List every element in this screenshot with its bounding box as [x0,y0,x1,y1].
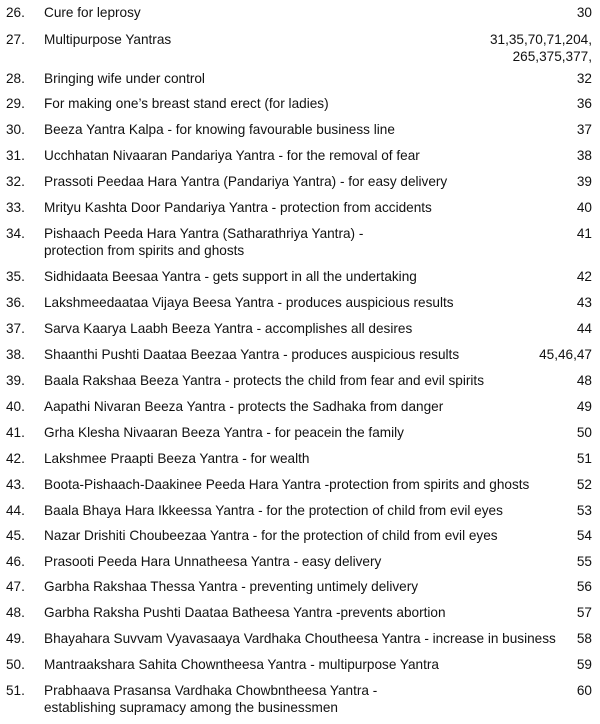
page-number: 32 [576,71,592,86]
entry-title-line: Cure for leprosy [44,5,141,20]
entry-number: 50. [6,657,25,672]
entry-page-numbers [577,476,592,493]
entry-page-numbers [577,398,592,415]
entry-page-numbers [577,604,592,621]
entry-title [44,604,544,621]
entry-page-numbers [577,121,592,138]
page-number: 265,375,377, [512,49,592,64]
entry-title [44,70,544,87]
entry-title [44,31,544,48]
entry-number: 46. [6,554,25,569]
entry-title [44,502,544,519]
entry-title [44,424,544,441]
entry-number: 48. [6,605,25,620]
page-number: 55 [576,554,592,569]
entry-title [44,372,544,389]
entry-number: 39. [6,373,25,388]
entry-page-numbers [577,147,592,164]
entry-number: 43. [6,477,25,492]
entry-title-line: Garbha Rakshaa Thessa Yantra - preventing untimely delivery [44,579,419,594]
entry-page-numbers [577,578,592,595]
entry-number: 45. [6,528,25,543]
entry-title [44,398,544,415]
entry-title-line: Boota-Pishaach-Daakinee Peeda Hara Yantra -protection from spirits and ghosts [44,477,530,492]
page-number: 42 [576,269,592,284]
entry-title [44,320,544,337]
page-number: 30 [576,5,592,20]
page-number: 36 [576,96,592,111]
entry-title [44,95,544,112]
entry-title [44,225,544,259]
page-number: 44 [576,321,592,336]
entry-number: 28. [6,71,25,86]
entry-title-line: Baala Bhaya Hara Ikkeessa Yantra - for the protection of child from evil eyes [44,503,503,518]
page-number: 58 [576,631,592,646]
page-number: 39 [576,174,592,189]
entry-number: 42. [6,451,25,466]
entry-title-line: Bringing wife under control [44,71,205,86]
entry-title-line: For making one’s breast stand erect (for ladies) [44,96,329,111]
entry-number: 36. [6,295,25,310]
entry-title-line: Mantraakshara Sahita Chowntheesa Yantra - multipurpose Yantra [44,657,439,672]
entry-number: 51. [6,683,25,698]
entry-title-line: Mrityu Kashta Door Pandariya Yantra - protection from accidents [44,200,432,215]
page-number: 56 [576,579,592,594]
entry-page-numbers [577,4,592,21]
entry-title-line: Prassoti Peedaa Hara Yantra (Pandariya Yantra) - for easy delivery [44,174,448,189]
entry-title [44,630,556,647]
page-number: 40 [576,200,592,215]
entry-number: 41. [6,425,25,440]
entry-page-numbers [577,320,592,337]
entry-title-line: Aapathi Nivaran Beeza Yantra - protects the Sadhaka from danger [44,399,444,414]
entry-number: 32. [6,174,25,189]
page-number: 48 [576,373,592,388]
entry-title [44,578,544,595]
page-number: 54 [576,528,592,543]
entry-title-line: establishing supramacy among the businessmen [44,700,338,715]
entry-number: 37. [6,321,25,336]
entry-title-line: Grha Klesha Nivaaran Beeza Yantra - for peacein the family [44,425,404,440]
page-number: 50 [576,425,592,440]
entry-number: 30. [6,122,25,137]
entry-title-line: Multipurpose Yantras [44,32,172,47]
entry-page-numbers [539,346,592,363]
entry-title [44,199,544,216]
entry-title [44,682,544,716]
page-number: 59 [576,657,592,672]
entry-title [44,527,544,544]
entry-page-numbers [577,225,592,242]
entry-title [44,121,544,138]
entry-page-numbers [577,199,592,216]
entry-page-numbers [577,553,592,570]
entry-number: 40. [6,399,25,414]
entry-title [44,656,544,673]
page-number: 53 [576,503,592,518]
entry-page-numbers [577,527,592,544]
entry-page-numbers [577,173,592,190]
entry-title-line: Garbha Raksha Pushti Daataa Batheesa Yantra -prevents abortion [44,605,446,620]
entry-page-numbers [577,502,592,519]
entry-title-line: Nazar Drishiti Choubeezaa Yantra - for the protection of child from evil eyes [44,528,498,543]
entry-title [44,4,544,21]
entry-number: 35. [6,269,25,284]
entry-title-line: Lakshmeedaataa Vijaya Beesa Yantra - produces auspicious results [44,295,454,310]
entry-number: 26. [6,5,25,20]
entry-page-numbers [577,372,592,389]
entry-page-numbers [577,70,592,87]
entry-number: 47. [6,579,25,594]
entry-page-numbers [577,424,592,441]
entry-title [44,346,544,363]
entry-number: 38. [6,347,25,362]
entry-page-numbers [577,630,592,647]
entry-title-line: Lakshmee Praapti Beeza Yantra - for wealth [44,451,310,466]
page-number: 31,35,70,71,204, [489,32,592,47]
entry-title-line: Pishaach Peeda Hara Yantra (Satharathriya Yantra) - [44,226,364,241]
entry-number: 31. [6,148,25,163]
entry-title [44,553,544,570]
page-number: 57 [576,605,592,620]
entry-title-line: protection from spirits and ghosts [44,243,245,258]
page-number: 37 [576,122,592,137]
page-number: 43 [576,295,592,310]
entry-title [44,173,544,190]
entry-title [44,450,544,467]
entry-page-numbers [577,268,592,285]
page-number: 45,46,47 [539,347,592,362]
entry-title-line: Bhayahara Suvvam Vyavasaaya Vardhaka Choutheesa Yantra - increase in business [44,631,556,646]
entry-number: 44. [6,503,25,518]
page-number: 60 [576,683,592,698]
entry-page-numbers [490,31,592,65]
entry-number: 27. [6,32,25,47]
entry-title [44,476,544,493]
entry-title-line: Ucchhatan Nivaaran Pandariya Yantra - for the removal of fear [44,148,420,163]
entry-page-numbers [577,682,592,699]
page-number: 49 [576,399,592,414]
entry-page-numbers [577,294,592,311]
entry-page-numbers [577,450,592,467]
entry-title-line: Baala Rakshaa Beeza Yantra - protects the child from fear and evil spirits [44,373,485,388]
entry-title [44,294,544,311]
entry-title-line: Sarva Kaarya Laabh Beeza Yantra - accomplishes all desires [44,321,413,336]
entry-title [44,147,544,164]
page-number: 51 [576,451,592,466]
entry-number: 49. [6,631,25,646]
entry-title-line: Prasooti Peeda Hara Unnatheesa Yantra - easy delivery [44,554,382,569]
entry-page-numbers [577,95,592,112]
entry-title-line: Prabhaava Prasansa Vardhaka Chowbntheesa Yantra - [44,683,378,698]
page-number: 41 [576,226,592,241]
entry-number: 34. [6,226,25,241]
page-number: 52 [576,477,592,492]
entry-page-numbers [577,656,592,673]
page-number: 38 [576,148,592,163]
entry-number: 33. [6,200,25,215]
entry-title-line: Shaanthi Pushti Daataa Beezaa Yantra - produces auspicious results [44,347,460,362]
entry-title-line: Sidhidaata Beesaa Yantra - gets support in all the undertaking [44,269,417,284]
entry-number: 29. [6,96,25,111]
entry-title-line: Beeza Yantra Kalpa - for knowing favourable business line [44,122,395,137]
entry-title [44,268,544,285]
